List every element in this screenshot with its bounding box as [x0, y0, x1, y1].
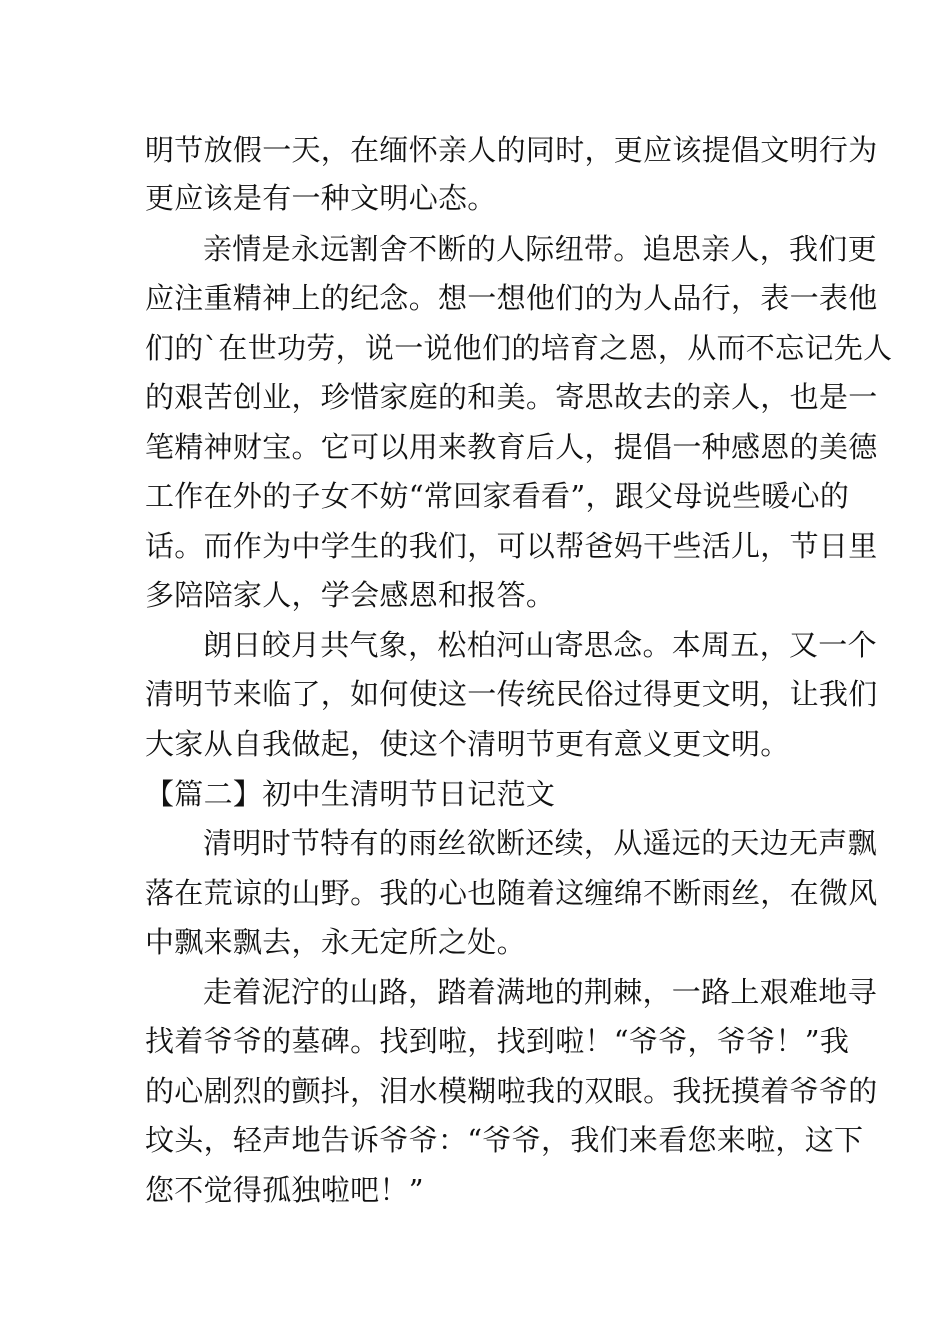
text-line: 中飘来飘去，永无定所之处。	[145, 925, 526, 959]
text-line: 们的`在世功劳，说一说他们的培育之恩，从而不忘记先人	[145, 331, 893, 365]
text-line: 更应该是有一种文明心态。	[145, 181, 497, 215]
text-line: 多陪陪家人，学会感恩和报答。	[145, 578, 556, 612]
text-line: 应注重精神上的纪念。想一想他们的为人品行，表一表他	[145, 281, 878, 315]
text-line: 大家从自我做起，使这个清明节更有意义更文明。	[145, 727, 790, 761]
text-line: 找着爷爷的墓碑。找到啦，找到啦！“爷爷，爷爷！”我	[145, 1024, 850, 1058]
text-line: 落在荒谅的山野。我的心也随着这缠绵不断雨丝，在微风	[145, 876, 878, 910]
text-line: 工作在外的子女不妨“常回家看看”，跟父母说些暖心的	[145, 479, 850, 513]
text-line: 明节放假一天，在缅怀亲人的同时，更应该提倡文明行为	[145, 133, 878, 167]
text-line: 清明节来临了，如何使这一传统民俗过得更文明，让我们	[145, 677, 878, 711]
paragraph-first-line: 清明时节特有的雨丝欲断还续，从遥远的天边无声飘	[203, 826, 877, 860]
paragraph-first-line: 朗日皎月共气象，松柏河山寄思念。本周五，又一个	[203, 628, 877, 662]
text-line: 坟头，轻声地告诉爷爷：“爷爷，我们来看您来啦，这下	[145, 1123, 864, 1157]
section-heading: 【篇二】初中生清明节日记范文	[145, 777, 556, 811]
paragraph-first-line: 亲情是永远割舍不断的人际纽带。追思亲人，我们更	[203, 232, 877, 266]
text-line: 您不觉得孤独啦吧！”	[145, 1173, 424, 1207]
paragraph-first-line: 走着泥泞的山路，踏着满地的荆棘，一路上艰难地寻	[203, 975, 877, 1009]
text-line: 的心剧烈的颤抖，泪水模糊啦我的双眼。我抚摸着爷爷的	[145, 1074, 878, 1108]
text-line: 话。而作为中学生的我们，可以帮爸妈干些活儿，节日里	[145, 529, 878, 563]
text-line: 的艰苦创业，珍惜家庭的和美。寄思故去的亲人，也是一	[145, 380, 878, 414]
text-line: 笔精神财宝。它可以用来教育后人，提倡一种感恩的美德	[145, 430, 878, 464]
